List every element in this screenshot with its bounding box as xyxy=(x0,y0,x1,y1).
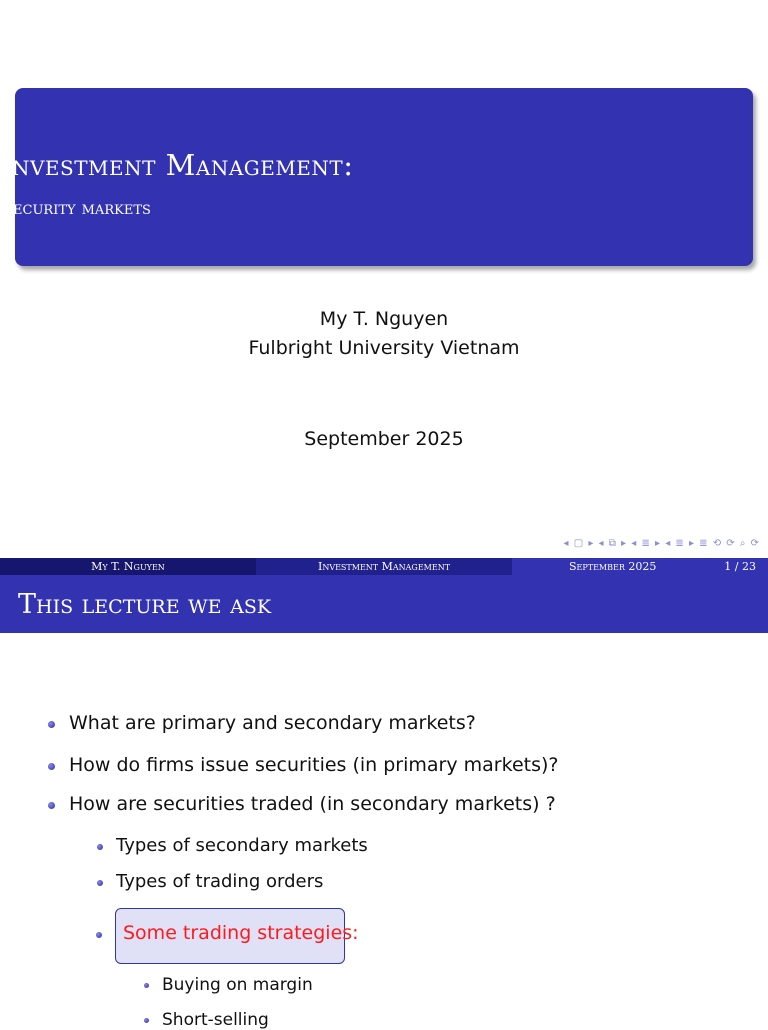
page-number: 1 / 23 xyxy=(724,560,756,573)
footline-title: Investment Management xyxy=(256,558,512,575)
bullet-text: Buying on margin xyxy=(162,975,313,995)
bullet-text: How do firms issue securities (in primary markets)? xyxy=(69,754,559,776)
frame-title-bar xyxy=(0,575,768,633)
bullet-icon xyxy=(144,983,149,988)
list-item xyxy=(69,793,556,815)
bullet-text: Types of trading orders xyxy=(116,871,324,892)
presentation-title: Investment Management: xyxy=(0,148,354,182)
presentation-date: September 2025 xyxy=(304,428,464,450)
bullet-icon xyxy=(48,763,55,770)
navigation-symbols[interactable]: ◂ ▢ ▸ ◂ ⧉ ▸ ◂ ≣ ▸ ◂ ≣ ▸ ≣ ⟲ ⟳ ⌕ ⟳ xyxy=(563,538,760,549)
presentation-subtitle: Security markets xyxy=(0,197,151,219)
bullet-icon xyxy=(144,1018,149,1023)
institution-name: Fulbright University Vietnam xyxy=(248,337,520,359)
bullet-icon xyxy=(97,880,103,886)
frame-title: This lecture we ask xyxy=(18,589,272,620)
footline xyxy=(0,558,768,575)
list-item xyxy=(116,835,368,856)
footline-author: My T. Nguyen xyxy=(0,558,256,575)
bullet-icon xyxy=(96,932,102,938)
footline-date: September 2025 xyxy=(569,560,657,573)
list-item xyxy=(162,1010,269,1030)
footline-date-page xyxy=(512,558,768,575)
bullet-text: How are securities traded (in secondary markets) ? xyxy=(69,793,556,815)
bullet-icon xyxy=(48,802,55,809)
highlight-text: Some trading strategies: xyxy=(123,922,359,944)
bullet-text: Short-selling xyxy=(162,1010,269,1030)
bullet-text: Types of secondary markets xyxy=(116,835,368,856)
bullet-icon xyxy=(97,844,103,850)
list-item xyxy=(116,871,323,892)
author-name: My T. Nguyen xyxy=(319,308,449,330)
bullet-icon xyxy=(48,721,55,728)
list-item xyxy=(162,975,313,995)
list-item xyxy=(69,712,476,734)
list-item xyxy=(69,754,558,776)
bullet-text: What are primary and secondary markets? xyxy=(69,712,476,734)
